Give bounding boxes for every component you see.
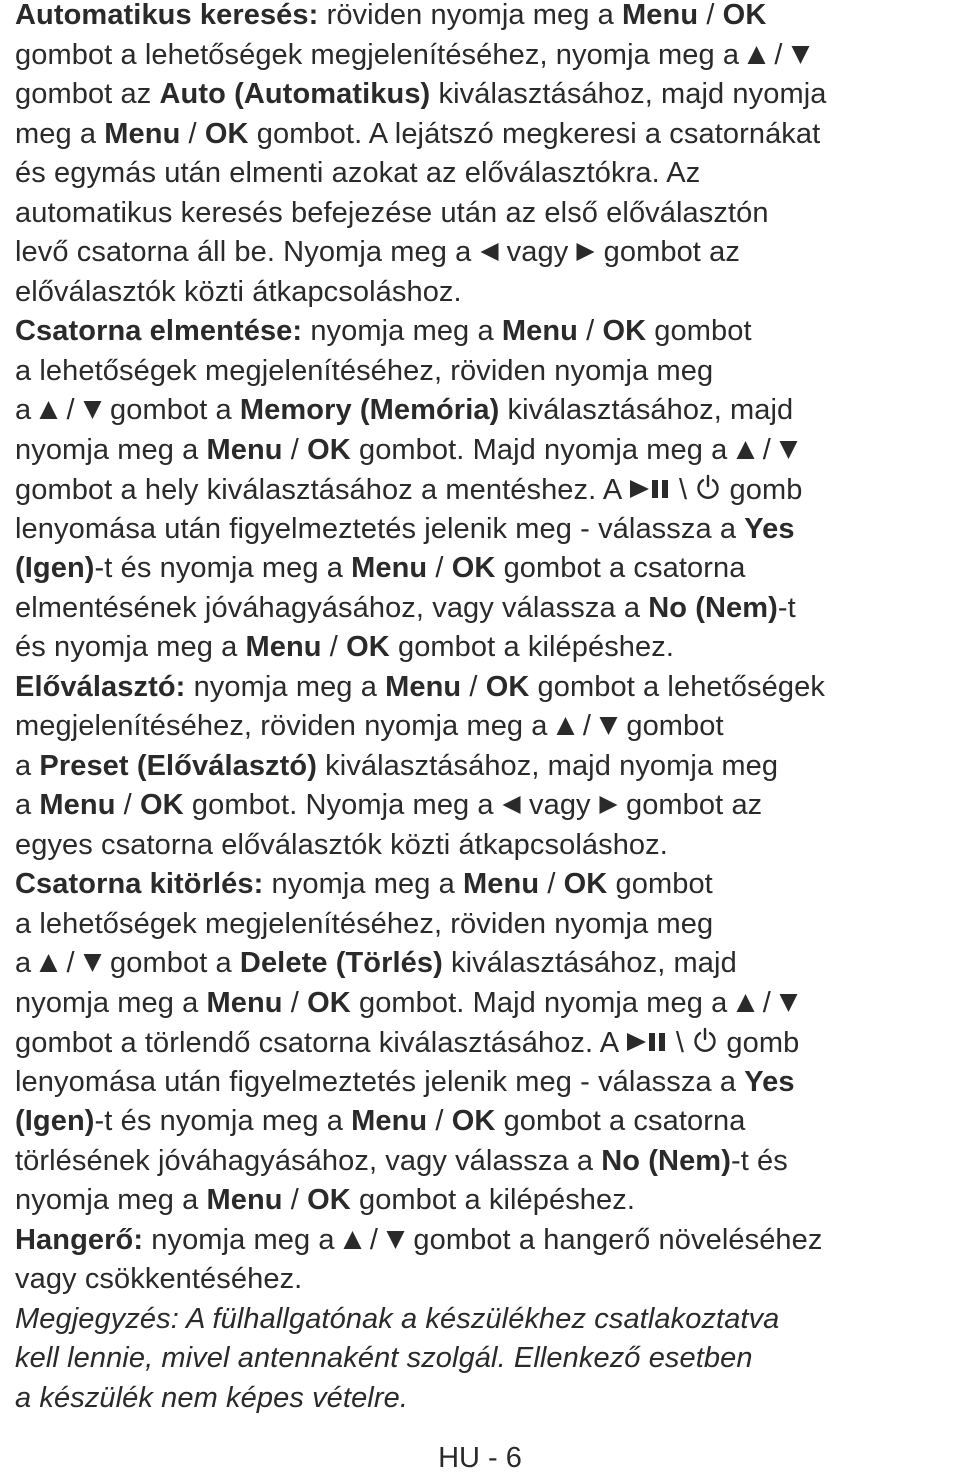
text-run: a lehetőségek megjelenítéséhez, röviden nyomja meg bbox=[15, 355, 714, 387]
text-run: gombot az bbox=[617, 789, 763, 821]
triangle-down-icon bbox=[386, 1230, 405, 1250]
text-line bbox=[15, 711, 724, 750]
text-run: / bbox=[115, 789, 140, 821]
text-run: gombot bbox=[646, 315, 752, 347]
bold-term: Menu bbox=[351, 1105, 428, 1137]
text-run: / bbox=[427, 552, 452, 584]
text-run: \ bbox=[670, 474, 696, 506]
triangle-up-icon bbox=[39, 953, 58, 973]
bold-term: Előválasztó: bbox=[15, 671, 186, 703]
triangle-up-icon bbox=[736, 993, 755, 1013]
text-line bbox=[15, 632, 674, 671]
bold-term: Menu bbox=[39, 789, 116, 821]
bold-term: Menu bbox=[206, 987, 283, 1019]
text-run: röviden nyomja meg a bbox=[318, 0, 623, 31]
text-run: elmentésének jóváhagyásához, vagy válassza a bbox=[15, 592, 649, 624]
bold-term: Automatikus keresés: bbox=[15, 0, 319, 31]
text-run: -t és nyomja meg a bbox=[94, 1105, 352, 1137]
text-line bbox=[15, 988, 798, 1027]
text-run: gombot a hely kiválasztásához a mentéshez. A bbox=[15, 474, 629, 506]
text-run: gombot a csatorna bbox=[495, 552, 746, 584]
text-run: gombot a kilépéshez. bbox=[350, 1184, 636, 1216]
text-run: a bbox=[15, 750, 40, 782]
bold-term: Menu bbox=[501, 315, 578, 347]
text-run: nyomja meg a bbox=[15, 1184, 207, 1216]
text-run: nyomja meg a bbox=[185, 671, 386, 703]
bold-term: (Igen) bbox=[15, 1105, 95, 1137]
bold-term: OK bbox=[485, 671, 530, 703]
text-run: -t bbox=[777, 592, 796, 624]
text-run: / bbox=[361, 1224, 387, 1256]
triangle-right-icon bbox=[599, 795, 618, 815]
bold-term: Menu bbox=[351, 552, 428, 584]
text-run: lenyomása után figyelmeztetés jelenik meg - válassza a bbox=[15, 513, 745, 545]
text-run: / bbox=[58, 394, 83, 426]
bold-term: Menu bbox=[622, 0, 699, 31]
bold-term: Menu bbox=[206, 434, 283, 466]
triangle-down-icon bbox=[791, 45, 810, 65]
text-run: gombot. Majd nyomja meg a bbox=[350, 987, 736, 1019]
text-run: gomb bbox=[718, 1027, 800, 1059]
triangle-up-icon bbox=[39, 400, 58, 420]
bold-term: Menu bbox=[104, 118, 181, 150]
text-run: a bbox=[15, 947, 40, 979]
text-line bbox=[15, 1106, 745, 1145]
bold-term: OK bbox=[451, 1105, 496, 1137]
text-run: törlésének jóváhagyásához, vagy válassza a bbox=[15, 1145, 602, 1177]
text-run: és egymás után elmenti azokat az előválasztókra. Az bbox=[15, 157, 701, 189]
bold-term: Menu bbox=[385, 671, 462, 703]
text-run: / bbox=[282, 434, 308, 466]
bold-term: OK bbox=[307, 1184, 351, 1216]
note-text: a készülék nem képes vételre. bbox=[15, 1382, 408, 1414]
bold-term: Csatorna elmentése: bbox=[15, 315, 303, 347]
text-line bbox=[15, 1146, 788, 1185]
triangle-down-icon bbox=[83, 400, 102, 420]
text-line bbox=[15, 474, 802, 513]
text-line bbox=[15, 790, 762, 829]
note-text: Megjegyzés: A fülhallgatónak a készülékhez csatlakoztatva bbox=[15, 1303, 780, 1335]
bold-term: OK bbox=[722, 0, 767, 31]
text-run: vagy csökkentéséhez. bbox=[15, 1263, 303, 1295]
text-line bbox=[15, 435, 798, 474]
text-run: / bbox=[539, 868, 564, 900]
text-run: / bbox=[754, 434, 780, 466]
triangle-left-icon bbox=[480, 242, 499, 262]
text-run: / bbox=[282, 987, 308, 1019]
text-line bbox=[15, 198, 769, 237]
text-line bbox=[15, 316, 752, 355]
text-line bbox=[15, 395, 793, 434]
text-line bbox=[15, 79, 827, 118]
text-run: / bbox=[58, 947, 83, 979]
text-run: / bbox=[321, 631, 347, 663]
text-run: / bbox=[461, 671, 486, 703]
text-run: vagy bbox=[498, 236, 577, 268]
text-line bbox=[15, 356, 713, 395]
triangle-right-icon bbox=[576, 242, 595, 262]
text-line bbox=[15, 1304, 779, 1343]
bold-term: No (Nem) bbox=[601, 1145, 731, 1177]
text-line bbox=[15, 869, 713, 908]
text-run: a bbox=[15, 394, 40, 426]
text-line bbox=[15, 593, 796, 632]
text-run: gombot a lehetőségek megjelenítéséhez, nyomja meg a bbox=[15, 39, 748, 71]
text-line bbox=[15, 1067, 795, 1106]
text-line bbox=[15, 909, 713, 948]
text-run: gombot bbox=[618, 710, 724, 742]
bold-term: OK bbox=[451, 552, 496, 584]
text-line bbox=[15, 830, 668, 869]
text-line bbox=[15, 1185, 635, 1224]
text-line bbox=[15, 119, 820, 158]
note-text: kell lennie, mivel antennaként szolgál. Ellenkező esetben bbox=[15, 1342, 753, 1374]
text-run: előválasztók közti átkapcsoláshoz. bbox=[15, 276, 462, 308]
text-run: lenyomása után figyelmeztetés jelenik meg - válassza a bbox=[15, 1066, 745, 1098]
power-icon bbox=[695, 474, 721, 500]
bold-term: Yes bbox=[744, 513, 795, 545]
bold-term: OK bbox=[204, 118, 249, 150]
text-run: / bbox=[698, 0, 723, 31]
text-run: gombot bbox=[607, 868, 713, 900]
text-line bbox=[15, 672, 825, 711]
bold-term: OK bbox=[307, 987, 351, 1019]
text-run: a bbox=[15, 789, 40, 821]
text-run: automatikus keresés befejezése után az első előválasztón bbox=[15, 197, 769, 229]
text-line bbox=[15, 948, 737, 987]
text-run: gombot a törlendő csatorna kiválasztásához. A bbox=[15, 1027, 626, 1059]
bold-term: OK bbox=[140, 789, 184, 821]
text-run: a lehetőségek megjelenítéséhez, röviden nyomja meg bbox=[15, 908, 714, 940]
bold-term: (Igen) bbox=[15, 552, 95, 584]
text-run: és nyomja meg a bbox=[15, 631, 246, 663]
text-line bbox=[15, 514, 795, 553]
text-line bbox=[15, 1264, 302, 1303]
bold-term: Yes bbox=[744, 1066, 795, 1098]
play-pause-icon bbox=[626, 1031, 668, 1053]
text-run: kiválasztásához, majd nyomja bbox=[430, 78, 827, 110]
bold-term: Hangerő: bbox=[15, 1224, 144, 1256]
text-line bbox=[15, 1343, 753, 1382]
text-run: levő csatorna áll be. Nyomja meg a bbox=[15, 236, 480, 268]
text-run: gombot az bbox=[595, 236, 740, 268]
play-pause-icon bbox=[629, 478, 671, 500]
text-line bbox=[15, 237, 740, 276]
text-run: -t és bbox=[730, 1145, 788, 1177]
bold-term: Menu bbox=[206, 1184, 283, 1216]
text-run: egyes csatorna előválasztók közti átkapcsoláshoz. bbox=[15, 829, 668, 861]
triangle-down-icon bbox=[779, 993, 798, 1013]
triangle-down-icon bbox=[779, 440, 798, 460]
text-run: gombot a bbox=[101, 394, 240, 426]
text-run: gomb bbox=[721, 474, 803, 506]
triangle-down-icon bbox=[83, 953, 102, 973]
bold-term: Csatorna kitörlés: bbox=[15, 868, 264, 900]
text-run: / bbox=[427, 1105, 452, 1137]
text-run: vagy bbox=[520, 789, 599, 821]
text-run: gombot. Majd nyomja meg a bbox=[350, 434, 736, 466]
page-number: HU - 6 bbox=[438, 1442, 522, 1474]
triangle-up-icon bbox=[747, 45, 766, 65]
text-run: / bbox=[282, 1184, 308, 1216]
text-line bbox=[15, 0, 766, 39]
triangle-up-icon bbox=[343, 1230, 362, 1250]
text-line bbox=[15, 158, 700, 197]
text-line bbox=[15, 751, 778, 790]
text-run: meg a bbox=[15, 118, 105, 150]
bold-term: OK bbox=[602, 315, 647, 347]
bold-term: Menu bbox=[463, 868, 540, 900]
bold-term: Menu bbox=[245, 631, 322, 663]
text-run: gombot az bbox=[15, 78, 160, 110]
text-line bbox=[15, 1383, 408, 1422]
text-run: kiválasztásához, majd bbox=[442, 947, 737, 979]
bold-term: OK bbox=[563, 868, 608, 900]
text-run: / bbox=[180, 118, 205, 150]
triangle-up-icon bbox=[736, 440, 755, 460]
text-run: megjelenítéséhez, röviden nyomja meg a bbox=[15, 710, 556, 742]
power-icon bbox=[692, 1027, 718, 1053]
bold-term: Delete (Törlés) bbox=[239, 947, 443, 979]
text-run: / bbox=[577, 315, 603, 347]
triangle-left-icon bbox=[502, 795, 521, 815]
text-run: nyomja meg a bbox=[15, 987, 207, 1019]
text-run: gombot a bbox=[101, 947, 240, 979]
text-run: gombot. A lejátszó megkeresi a csatornákat bbox=[248, 118, 821, 150]
text-run: / bbox=[574, 710, 600, 742]
text-line bbox=[15, 1225, 823, 1264]
triangle-down-icon bbox=[599, 716, 618, 736]
text-line bbox=[15, 40, 810, 79]
text-run: gombot a csatorna bbox=[495, 1105, 746, 1137]
text-run: nyomja meg a bbox=[263, 868, 464, 900]
bold-term: OK bbox=[346, 631, 390, 663]
bold-term: Preset (Előválasztó) bbox=[39, 750, 317, 782]
text-run: gombot a hangerő növeléséhez bbox=[405, 1224, 823, 1256]
text-run: kiválasztásához, majd bbox=[499, 394, 794, 426]
text-line bbox=[15, 277, 462, 316]
bold-term: Memory (Memória) bbox=[239, 394, 500, 426]
text-line bbox=[15, 1027, 799, 1066]
text-line bbox=[15, 553, 745, 592]
text-run: gombot a lehetőségek bbox=[529, 671, 825, 703]
text-run: \ bbox=[667, 1027, 693, 1059]
bold-term: OK bbox=[307, 434, 351, 466]
text-run: gombot a kilépéshez. bbox=[389, 631, 675, 663]
text-run: nyomja meg a bbox=[15, 434, 207, 466]
text-run: / bbox=[754, 987, 780, 1019]
bold-term: Auto (Automatikus) bbox=[159, 78, 431, 110]
text-run: -t és nyomja meg a bbox=[94, 552, 352, 584]
bold-term: No (Nem) bbox=[648, 592, 778, 624]
text-run: kiválasztásához, majd nyomja meg bbox=[317, 750, 779, 782]
text-run: nyomja meg a bbox=[302, 315, 502, 347]
text-run: nyomja meg a bbox=[143, 1224, 343, 1256]
text-run: / bbox=[766, 39, 791, 71]
text-run: gombot. Nyomja meg a bbox=[183, 789, 502, 821]
triangle-up-icon bbox=[556, 716, 575, 736]
